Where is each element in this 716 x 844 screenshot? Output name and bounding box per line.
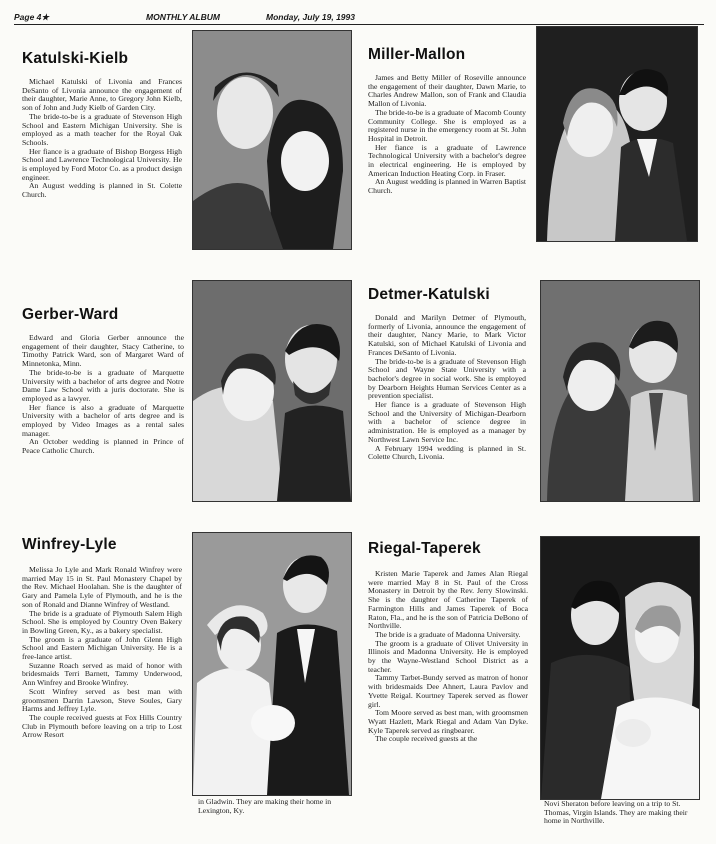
paragraph: Suzanne Roach served as maid of honor with bridesmaids Terri Barnett, Tammy Underwood, Ann Winfrey and Brooke Winfrey.: [22, 660, 182, 688]
wedding-photo-riegal-taperek: [540, 536, 700, 800]
engagement-photo-gerber-ward: [192, 280, 352, 502]
article-body-katulski-kielb: [22, 78, 182, 200]
header-rule: [14, 24, 704, 25]
page-number: Page 4★: [14, 12, 50, 22]
article-title-miller-mallon: Miller-Mallon: [368, 46, 466, 63]
paragraph: The bride is a graduate of Madonna University.: [375, 629, 521, 639]
article-body-detmer-katulski: [368, 314, 526, 462]
article-title-riegal-taperek: Riegal-Taperek: [368, 540, 481, 557]
paragraph: The couple received guests at Fox Hills Country Club in Plymouth before leaving on a trip to Lost Arrow Resort: [22, 712, 182, 740]
article-title-detmer-katulski: Detmer-Katulski: [368, 286, 490, 303]
paragraph: The bride-to-be is a graduate of Stevenson High School and Eastern Michigan University. She is employed as a math teacher for the Royal Oak Schools.: [22, 111, 182, 147]
paragraph: The bride-to-be is a graduate of Macomb County Community College. She is employed as a registered nurse in the emergency room at St. John Hospital in Detroit.: [368, 107, 526, 143]
article-title-gerber-ward: Gerber-Ward: [22, 306, 119, 323]
paragraph: Her fiance is a graduate of Bishop Borgess High School and Lawrence Technological University. He is employed by Ford Motor Co. as a product design engineer.: [22, 146, 182, 182]
paragraph: An August wedding is planned in St. Colette Church.: [22, 181, 182, 200]
article-body-gerber-ward: [22, 334, 184, 456]
paragraph: Tammy Tarbet-Bundy served as matron of honor with bridesmaids Dee Ahnert, Laura Pavlov and Yvette Reigal. Kourtney Taperek served as flower girl.: [368, 673, 528, 709]
engagement-photo-detmer-katulski: [540, 280, 700, 502]
article-body-miller-mallon: [368, 74, 526, 196]
paragraph: The couple received guests at the: [375, 734, 478, 744]
section-name: MONTHLY ALBUM: [146, 12, 220, 22]
paragraph: Michael Katulski of Livonia and Frances DeSanto of Livonia announce the engagement of their daughter, Marie Anne, to Gregory John Kielb, son of John and Judy Kielb of Garden City.: [22, 77, 182, 113]
paragraph: James and Betty Miller of Roseville announce the engagement of their daughter, Dawn Marie, to Charles Andrew Mallon, son of Frank and Claudia Mallon of Livonia.: [368, 73, 526, 109]
article-body-winfrey-lyle: [22, 566, 182, 740]
article-title-winfrey-lyle: Winfrey-Lyle: [22, 536, 117, 553]
paragraph: Kristen Marie Taperek and James Alan Riegal were married May 8 in St. Paul of the Cross Monastery in Detroit by the Rev. Jerry Slowinski. She is the daughter of Catherine Taperek of Farmington Hills and James Taperek of Boca Raton, Fla., and he is the son of Patricia DeBono of Northville.: [368, 569, 528, 631]
photo-caption-riegal-taperek: Novi Sheraton before leaving on a trip to St. Thomas, Virgin Islands. They are making their home in Northville.: [544, 799, 688, 826]
issue-date: Monday, July 19, 1993: [266, 12, 355, 22]
paragraph: Edward and Gloria Gerber announce the engagement of their daughter, Stacy Catherine, to Timothy Patrick Ward, son of Margaret Ward of Minnetonka, Minn.: [22, 333, 184, 369]
paragraph: A February 1994 wedding is planned in St. Colette Church, Livonia.: [368, 443, 526, 462]
engagement-photo-katulski-kielb: [192, 30, 352, 250]
article-title-katulski-kielb: Katulski-Kielb: [22, 50, 129, 67]
wedding-photo-winfrey-lyle: [192, 532, 352, 796]
paragraph: Tom Moore served as best man, with groomsmen Wyatt Hazlett, Mark Riegal and Adam Van Dyke. Kyle Taperek served as ringbearer.: [368, 708, 528, 735]
engagement-photo-miller-mallon: [536, 26, 698, 242]
paragraph: Her fiance is a graduate of Stevenson High School and the University of Michigan-Dearborn with a bachelor of science degree in administration. He is employed as a manager by Northwest Lawn Service Inc.: [368, 400, 526, 444]
paragraph: Melissa Jo Lyle and Mark Ronald Winfrey were married May 15 in St. Paul Monastery Chapel by the Rev. Michael Hoolahan. She is the daughter of Gary and Pamela Lyle of Plymouth, and he is the son of Ronald and Dianne Winfrey of Westland.: [22, 565, 182, 609]
paragraph: Her fiance is a graduate of Lawrence Technological University with a bachelor's degree in electrical engineering. He is employed by American Induction Heating Corp. in Fraser.: [368, 142, 526, 178]
article-body-riegal-taperek: [368, 570, 528, 744]
paragraph: Scott Winfrey served as best man with groomsmen Darrin Lawson, Steve Soules, Gary Harms and Jeffrey Lyle.: [22, 686, 182, 714]
paragraph: The groom is a graduate of John Glenn High School and Eastern Michigan University. He is a free-lance artist.: [22, 634, 182, 662]
paragraph: The bride-to-be is a graduate of Stevenson High School and Wayne State University with a bachelor's degree in social work. She is employed by Dearborn Heights Human Services Center as a prevention specialist.: [368, 356, 526, 401]
paragraph: The bride-to-be is a graduate of Marquette University with a bachelor of arts degree and Notre Dame Law School with a juris doctorate. She is employed as a lawyer.: [22, 367, 184, 403]
paragraph: An October wedding is planned in Prince of Peace Catholic Church.: [22, 437, 184, 456]
paragraph: An August wedding is planned in Warren Baptist Church.: [368, 177, 526, 196]
paragraph: Her fiance is also a graduate of Marquette University with a bachelor of arts degree and is employed by Video Images as a rental sales manager.: [22, 402, 184, 438]
paragraph: Donald and Marilyn Detmer of Plymouth, formerly of Livonia, announce the engagement of their daughter, Nancy Marie, to Mark Victor Katulski, son of Michael Katulski of Livonia and Frances DeSanto of Livonia.: [368, 313, 526, 357]
photo-caption-winfrey-lyle: in Gladwin. They are making their home in Lexington, Ky.: [198, 797, 332, 815]
paragraph: The groom is a graduate of Olivet University in Illinois and Madonna University. He is employed by the Wayne-Westland School District as a teacher.: [368, 638, 528, 674]
paragraph: The bride is a graduate of Plymouth Salem High School. She is employed by Country Oven Bakery in Bowling Green, Ky., as a bakery specialist.: [22, 608, 182, 635]
